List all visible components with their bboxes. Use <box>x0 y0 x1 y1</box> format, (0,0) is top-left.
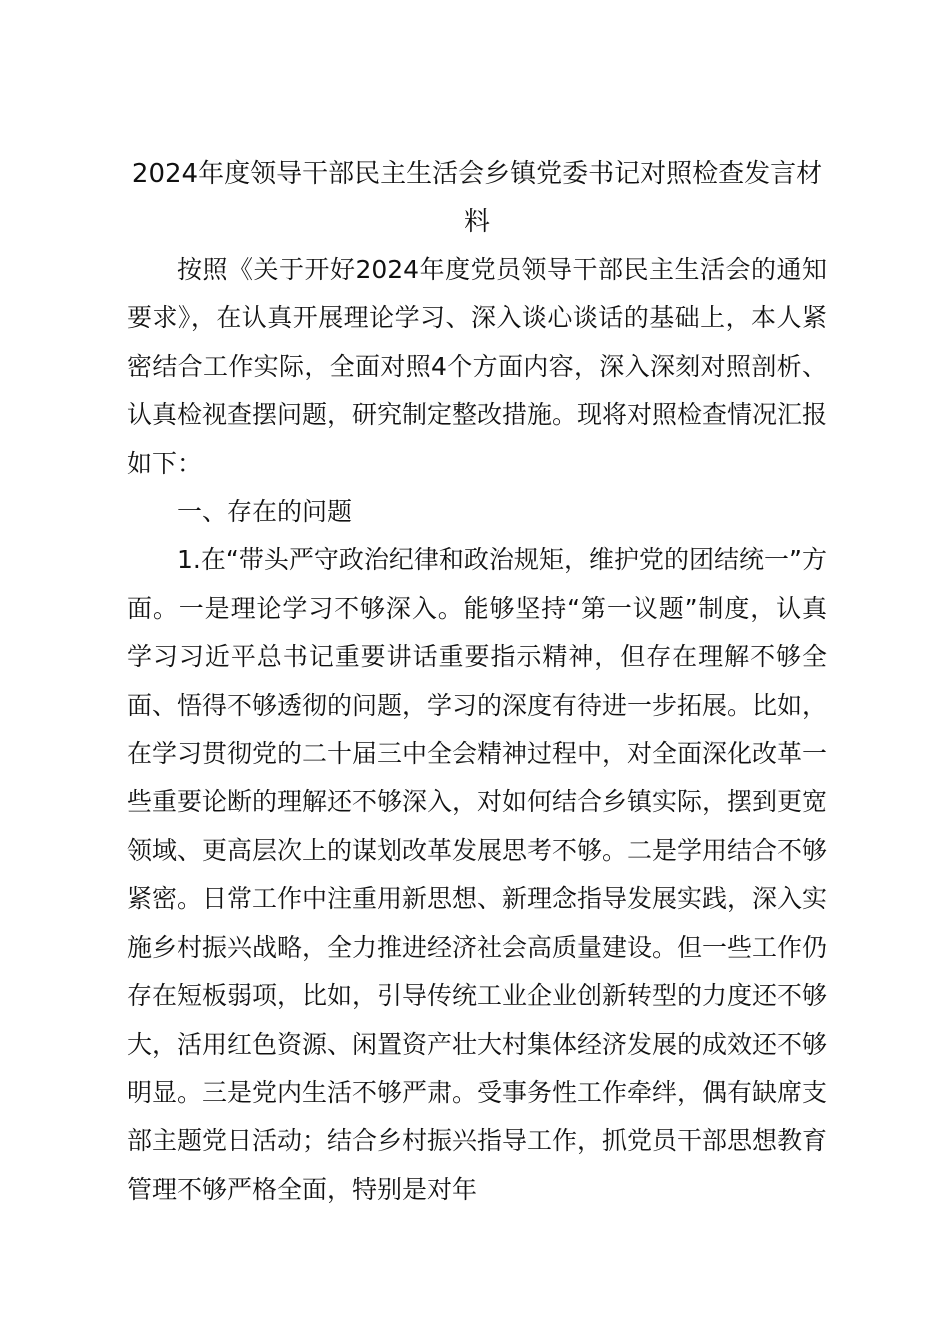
body-paragraph: 1.在“带头严守政治纪律和政治规矩，维护党的团结统一”方面。一是理论学习不够深入。能够坚持“第一议题”制度，认真学习习近平总书记重要讲话重要指示精神，但存在理解不够全面、悟得不够透彻的问题，学习的深度有待进一步拓展。比如，在学习贯彻党的二十届三中全会精神过程中，对全面深化改革一些重要论断的理解还不够深入，对如何结合乡镇实际，摆到更宽领域、更高层次上的谋划改革发展思考不够。二是学用结合不够紧密。日常工作中注重用新思想、新理念指导发展实践，深入实施乡村振兴战略，全力推进经济社会高质量建设。但一些工作仍存在短板弱项，比如，引导传统工业企业创新转型的力度还不够大，活用红色资源、闲置资产壮大村集体经济发展的成效还不够明显。三是党内生活不够严肃。受事务性工作牵绊，偶有缺席支部主题党日活动；结合乡村振兴指导工作，抓党员干部思想教育管理不够严格全面，特别是对年 <box>127 545 828 1204</box>
document-title: 2024年度领导干部民主生活会乡镇党委书记对照检查发言材料 <box>131 159 823 237</box>
section-heading: 一、存在的问题 <box>177 497 353 527</box>
document-body <box>127 150 827 1214</box>
intro-paragraph: 按照《关于开好2024年度党员领导干部民主生活会的通知要求》，在认真开展理论学习、深入谈心谈话的基础上，本人紧密结合工作实际，全面对照4个方面内容，深入深刻对照剖析、认真检视查摆问题，研究制定整改措施。现将对照检查情况汇报如下： <box>127 255 828 478</box>
